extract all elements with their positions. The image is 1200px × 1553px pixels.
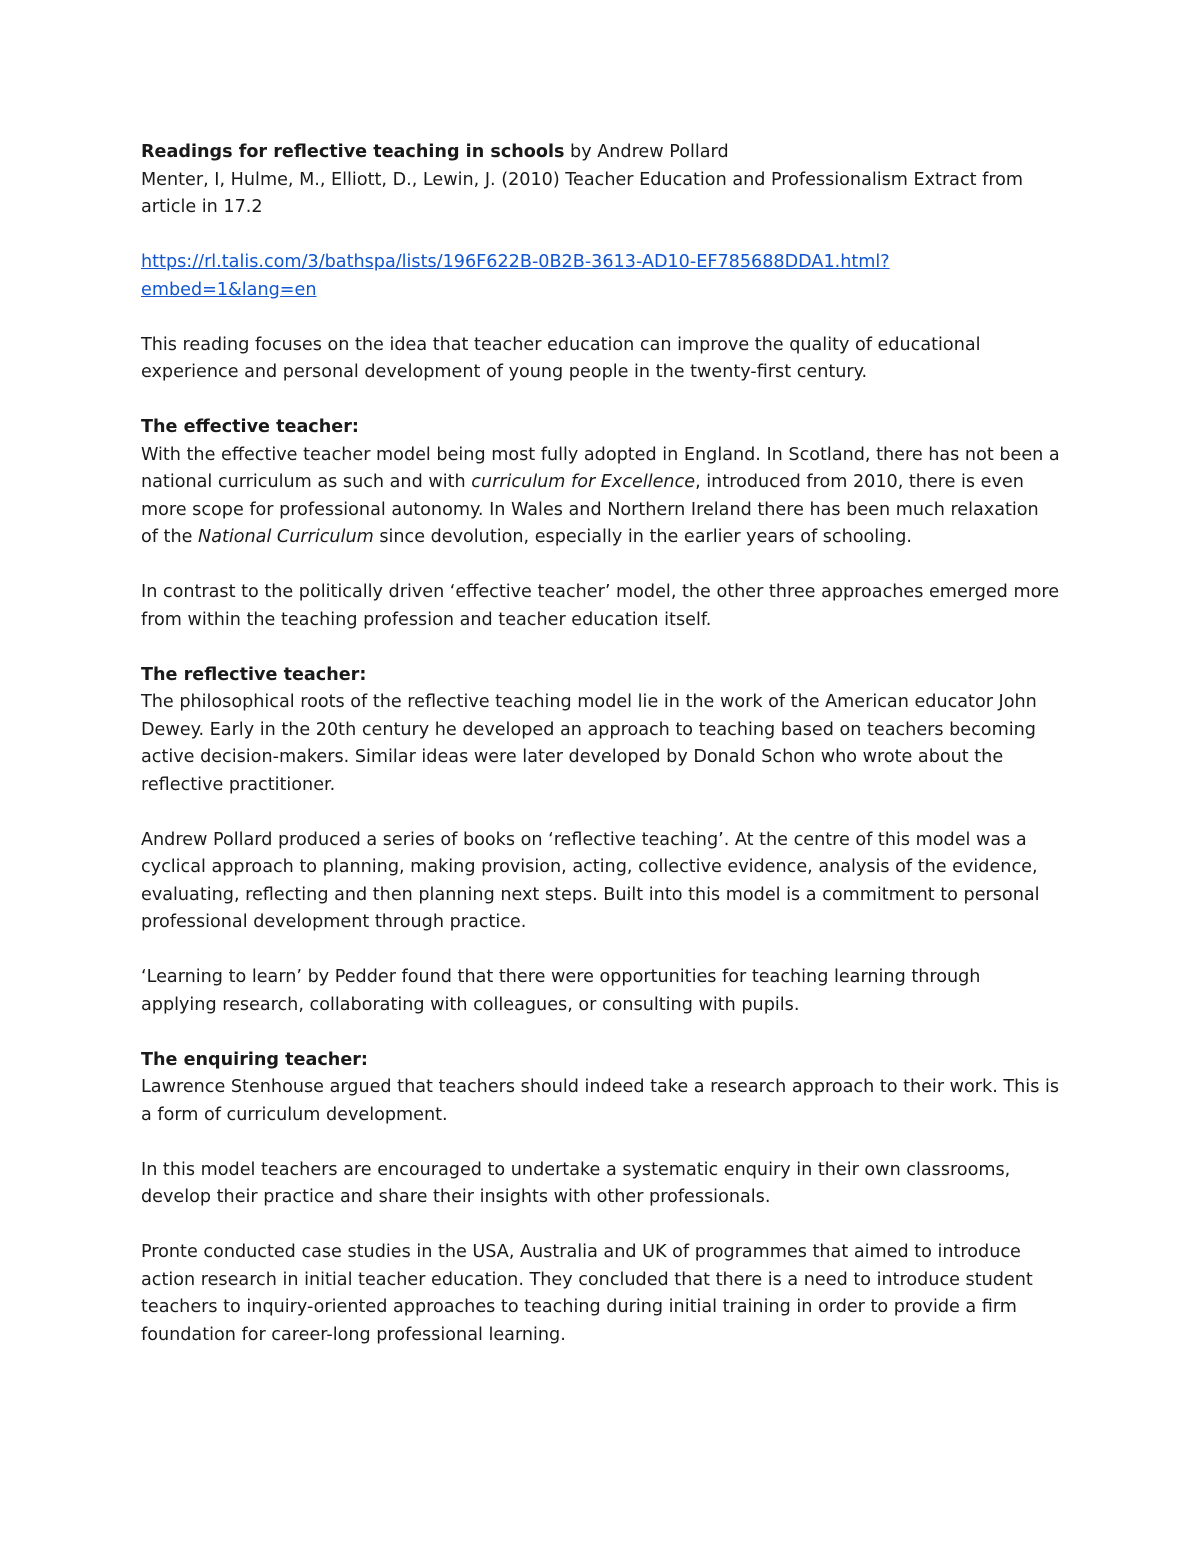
enquiring-heading: The enquiring teacher:	[141, 1049, 368, 1070]
effective-heading: The effective teacher:	[141, 417, 359, 437]
reflective-paragraph-1: The philosophical roots of the reflective teaching model lie in the work of the American educator John Dewey. Early in the 20th century he developed an approach to teaching based on teachers becoming active decision-makers. Similar ideas were later developed by Donald Schon who wrote about the reflective practitioner.	[141, 692, 1037, 795]
intro-paragraph: This reading focuses on the idea that teacher education can improve the quality of educational experience and personal development of young people in the twenty-first century.	[141, 334, 981, 382]
reflective-paragraph-2: Andrew Pollard produced a series of books on ‘reflective teaching’. At the centre of this model was a cyclical approach to planning, making provision, acting, collective evidence, analysis of the evidence, evaluating, reflecting and then planning next steps. Built into this model is a commitment to personal professional development through practice.	[141, 829, 1040, 932]
enquiring-paragraph-1: Lawrence Stenhouse argued that teachers should indeed take a research approach to their work. This is a form of curriculum development.	[141, 1077, 1060, 1125]
link-line-1[interactable]: https://rl.talis.com/3/bathspa/lists/196F622B-0B2B-3613-AD10-EF785688DDA1.html?	[141, 252, 890, 272]
title-bold: Readings for reflective teaching in schools	[141, 142, 565, 162]
document-title	[141, 139, 1061, 167]
reflective-heading: The reflective teacher:	[141, 664, 367, 685]
curriculum-for-excellence: curriculum for Excellence	[471, 472, 696, 492]
link-line-2[interactable]: embed=1&lang=en	[141, 279, 317, 300]
citation: Menter, I, Hulme, M., Elliott, D., Lewin, J. (2010) Teacher Education and Professionalism Extract from article in 17.2	[141, 169, 1024, 217]
enquiring-paragraph-2: In this model teachers are encouraged to undertake a systematic enquiry in their own classrooms, develop their practice and share their insights with other professionals.	[141, 1159, 1011, 1207]
title-author: by Andrew Pollard	[564, 142, 729, 162]
enquiring-paragraph-3: Pronte conducted case studies in the USA, Australia and UK of programmes that aimed to introduce action research in initial teacher education. They concluded that there is a need to introduce student teachers to inquiry-oriented approaches to teaching during initial training in order to provide a firm foundation for career-long professional learning.	[141, 1242, 1033, 1345]
reflective-paragraph-3: ‘Learning to learn’ by Pedder found that there were opportunities for teaching learning through applying research, collaborating with colleagues, or consulting with pupils.	[141, 967, 981, 1015]
reading-link[interactable]	[141, 249, 1061, 304]
effective-paragraph-1: With the effective teacher model being most fully adopted in England. In Scotland, there has not been a national curriculum as such and with curriculum for Excellence, introduced from 2010, there is even more scope for professional autonomy. In Wales and Northern Ireland there has been much relaxation of the National Curriculum since devolution, especially in the earlier years of schooling.	[141, 444, 1060, 547]
national-curriculum: National Curriculum	[198, 527, 374, 547]
effective-paragraph-2: In contrast to the politically driven ‘effective teacher’ model, the other three approaches emerged more from within the teaching profession and teacher education itself.	[141, 582, 1060, 630]
document-page	[141, 139, 1061, 1349]
